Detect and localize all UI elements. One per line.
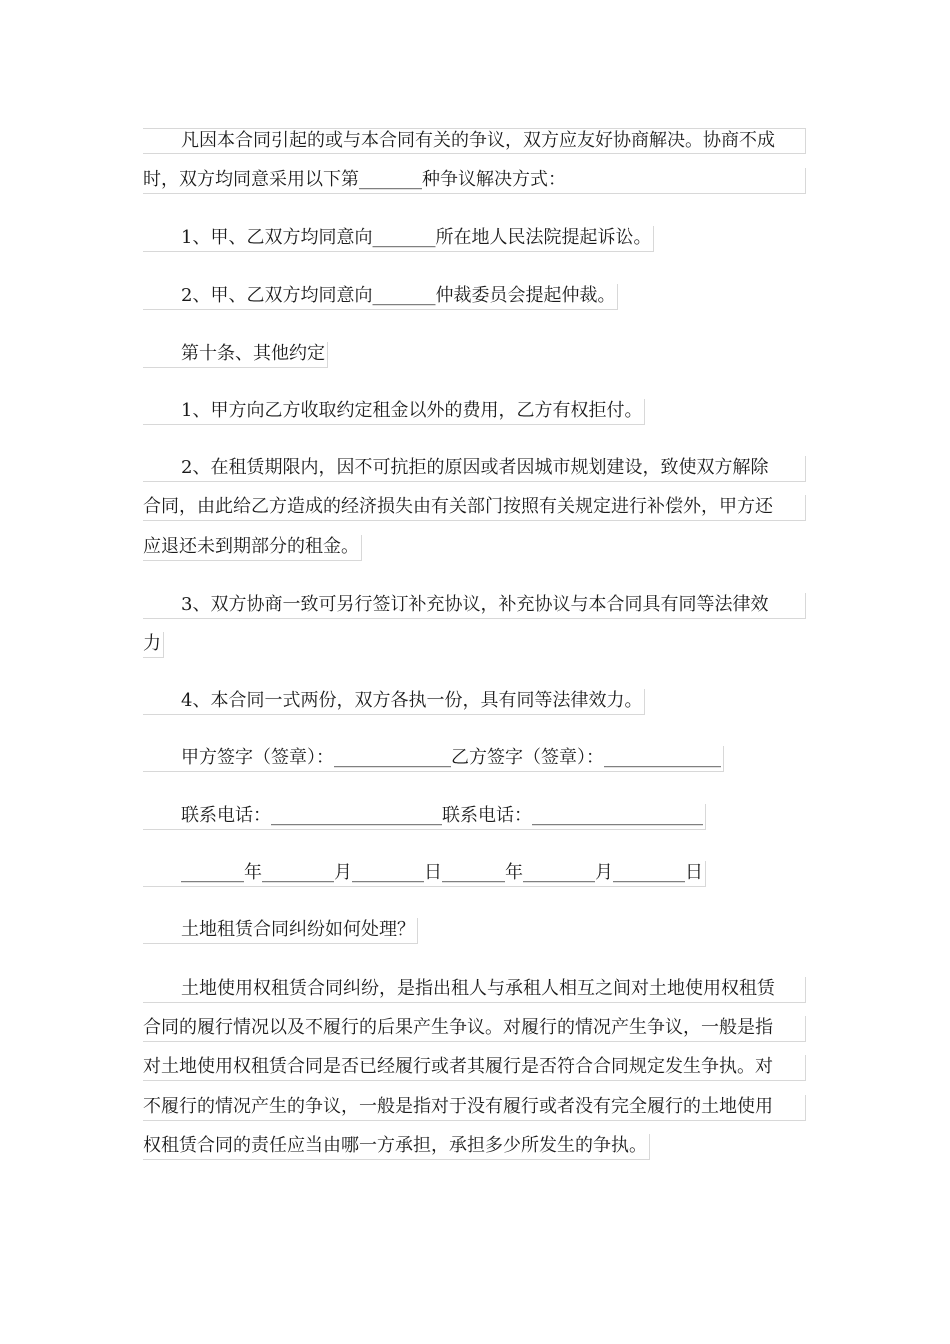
answer-line-1: 土地使用权租赁合同纠纷，是指出租人与承租人相互之间对土地使用权租赁 (143, 977, 806, 1003)
paragraph-force-majeure-line-1: 2、在租赁期限内，因不可抗拒的原因或者因城市规划建设，致使双方解除 (143, 456, 806, 482)
signature-line: 甲方签字（签章）：_____________乙方签字（签章）：_____________ (143, 746, 724, 772)
section-heading-article-10: 第十条、其他约定 (143, 342, 328, 368)
paragraph-other-fees: 1、甲方向乙方收取约定租金以外的费用，乙方有权拒付。 (143, 399, 645, 425)
date-line: _______年________月________日_______年________月________日 (143, 861, 706, 887)
paragraph-arbitration-option: 2、甲、乙双方均同意向_______仲裁委员会提起仲裁。 (143, 284, 618, 310)
paragraph-litigation-option: 1、甲、乙双方均同意向_______所在地人民法院提起诉讼。 (143, 226, 654, 252)
paragraph-force-majeure-line-2: 合同，由此给乙方造成的经济损失由有关部门按照有关规定进行补偿外，甲方还 (143, 495, 806, 521)
paragraph-force-majeure-line-3: 应退还未到期部分的租金。 (143, 535, 362, 561)
phone-line: 联系电话：___________________联系电话：___________________ (143, 804, 706, 830)
paragraph-copies: 4、本合同一式两份，双方各执一份，具有同等法律效力。 (143, 689, 645, 715)
answer-line-4: 不履行的情况产生的争议，一般是指对于没有履行或者没有完全履行的土地使用 (143, 1095, 806, 1121)
paragraph-supplement-line-1: 3、双方协商一致可另行签订补充协议，补充协议与本合同具有同等法律效 (143, 593, 806, 619)
answer-line-2: 合同的履行情况以及不履行的后果产生争议。对履行的情况产生争议，一般是指 (143, 1016, 806, 1042)
answer-line-5: 权租赁合同的责任应当由哪一方承担，承担多少所发生的争执。 (143, 1134, 650, 1160)
question-heading: 土地租赁合同纠纷如何处理？ (143, 918, 418, 944)
answer-line-3: 对土地使用权租赁合同是否已经履行或者其履行是否符合合同规定发生争执。对 (143, 1055, 806, 1081)
paragraph-supplement-line-2: 力 (143, 632, 164, 658)
paragraph-dispute-line-2: 时，双方均同意采用以下第_______种争议解决方式： (143, 168, 806, 194)
paragraph-dispute-line-1: 凡因本合同引起的或与本合同有关的争议，双方应友好协商解决。协商不成 (143, 128, 806, 154)
